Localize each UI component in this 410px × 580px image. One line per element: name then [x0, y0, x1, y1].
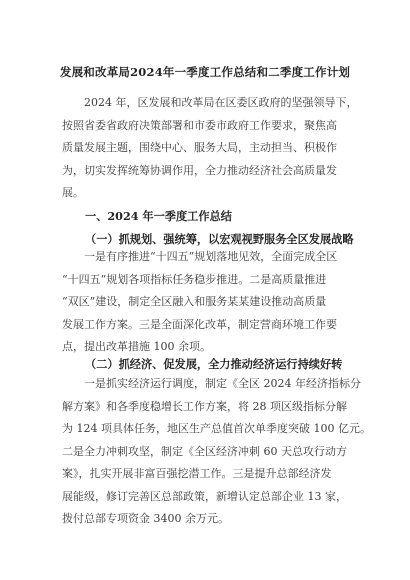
paragraph-line: 解方案》和各季度稳增长工作方案，将 28 项区级指标分解 [62, 399, 347, 413]
paragraph-line: “双区”建设，制定全区融入和服务某某建设推动高质量 [62, 295, 327, 308]
subsection-2-paragraph [62, 373, 371, 531]
paragraph-line: 为，切实发挥统筹协调作用，全力推动经济社会高质量发 [62, 163, 337, 177]
paragraph-line: 拨付总部专项资金 3400 余万元。 [62, 512, 229, 525]
subsection-1-paragraph [62, 246, 352, 359]
paragraph-line: 质量发展主题，围绕中心、服务大局，主动担当、积极作 [62, 141, 337, 154]
paragraph-line: 点，提出改革措施 100 余项。 [62, 340, 211, 353]
paragraph-line: 为 124 项具体任务，地区生产总值首次单季度突破 100 亿元。 [62, 422, 371, 435]
paragraph-line: “十四五”规划各项指标任务稳步推进。二是高质量推进 [62, 272, 327, 286]
paragraph-line: 展能级，修订完善区总部政策，新增认定总部企业 13 家， [62, 489, 347, 503]
paragraph-line: 一是抓实经济运行调度，制定《全区 2024 年经济指标分 [84, 377, 361, 390]
document-title: 发展和改革局2024年一季度工作总结和二季度工作计划 [59, 65, 351, 79]
paragraph-line: 案》，扎实开展非富百强挖潜工作。三是提升总部经济发 [62, 467, 332, 480]
subsection-heading: （一）抓规划、强统筹，以宏观视野服务全区发展战略 [85, 232, 354, 246]
section-heading: 一、2024 年一季度工作总结 [85, 209, 232, 223]
paragraph-line: 发展工作方案。三是全面深化改革，制定营商环境工作要 [62, 317, 337, 331]
paragraph-line: 二是全力冲刺攻坚，制定《全区经济冲刺 60 天总攻行动方 [62, 444, 347, 458]
paragraph-line: 一是有序推进“十四五”规划落地见效，全面完成全区 [84, 250, 338, 263]
paragraph-line: 展。 [62, 186, 84, 199]
intro-paragraph [62, 92, 358, 205]
paragraph-line: 2024 年，区发展和改革局在区委区政府的坚强领导下， [84, 96, 358, 109]
subsection-heading: （二）抓经济、促发展，全力推动经济运行持续好转 [85, 357, 343, 371]
paragraph-line: 按照省委省政府决策部署和市委市政府工作要求，聚焦高 [62, 118, 337, 132]
